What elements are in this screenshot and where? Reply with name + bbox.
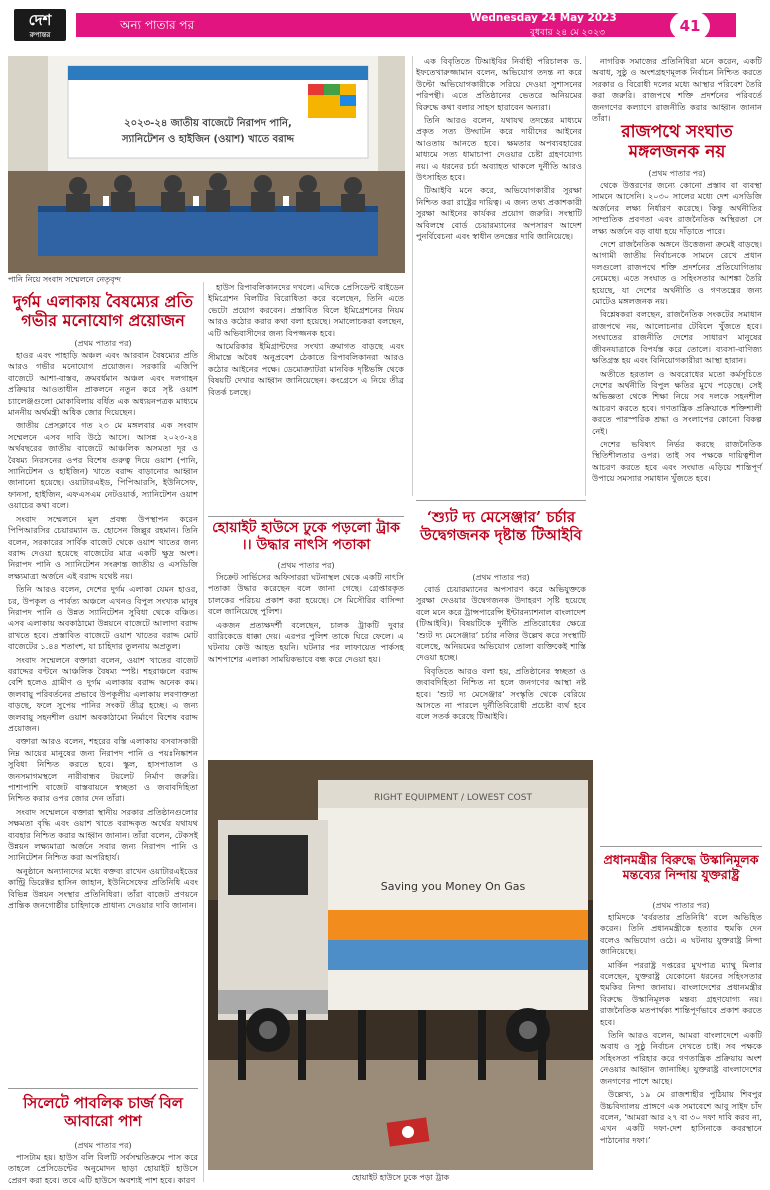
date-english: Wednesday 24 May 2023 [470, 12, 617, 24]
article3-body [208, 572, 404, 752]
photo2-caption: হোয়াইট হাউসে ঢুকে পড়া ট্রাক [351, 1173, 450, 1182]
article1-headline: দুর্গম এলাকায় বৈষম্যের প্রতি গভীর মনোযোগ প্রয়োজন [13, 292, 193, 331]
divider [8, 1088, 198, 1089]
page-number: 41 [670, 10, 710, 42]
press-conference-photo [8, 56, 405, 273]
article5-paragraph: বিশ্লেষকরা বলছেন, রাজনৈতিক সংকটের সমাধান রাজপথে নয়, আলোচনার টেবিলে খুঁজতে হবে। সংঘাতের রাজনীতি দেশের সাধারণ মানুষের জীবনযাত্রাকে বিপর্যস্ত করে তোলে। ব্যবসা-বাণিজ্য ক্ষতিগ্রস্ত হয় এবং বিনিয়োগকারীরা আস্থা হারান। [592, 309, 762, 366]
divider [600, 846, 762, 847]
banner-line-2: স্যানিটেশন ও হাইজিন (ওয়াশ) খাতে বরাদ্দ [121, 134, 295, 145]
newspaper-logo [14, 9, 66, 41]
article3-continued: (প্রথম পাতার পর) [277, 561, 335, 570]
article3-paragraph: একজন প্রত্যক্ষদর্শী বলেছেন, চালক ট্রাকটি দুবার ব্যারিকেডে ধাক্কা দেয়। এরপর পুলিশ তাকে ঘিরে ফেলে। এ ঘটনায় কেউ আহত হয়নি। ঘটনার পর লাফায়েত পার্কসহ আশপাশের এলাকা সাময়িকভাবে বন্ধ করে দেওয়া হয়। [208, 619, 404, 664]
article3-paragraph: আমেরিকার ইমিগ্রান্টদের সংখ্যা ক্রমাগত বাড়ছে এবং সীমান্তে অবৈধ অনুপ্রবেশ ঠেকাতে রিপাবলিকানরা আরও কঠোর আইনের পক্ষে। ডেমোক্র্যাটরা মানবিক দৃষ্টিভঙ্গি থেকে বিষয়টি দেখার আহ্বান জানিয়েছেন। কংগ্রেসে এ নিয়ে তীব্র বিতর্ক চলছে। [208, 341, 404, 397]
article2-headline: সিলেটে পাবলিক চার্জ বিল আবারো পাশ [23, 1094, 183, 1130]
column-divider [203, 282, 204, 1182]
article4-paragraph: এক বিবৃতিতে টিআইবির নির্বাহী পরিচালক ড. ইফতেখারুজ্জামান বলেন, অভিযোগ তদন্ত না করে উল্টো অভিযোগকারীকে সরিয়ে দেওয়া সুশাসনের পরিপন্থী। এতে প্রতিষ্ঠানের ভেতরে অনিয়মের বিরুদ্ধে কথা বলার সাহস হারাবেন অন্যরা। [416, 56, 582, 112]
truck-image [208, 760, 593, 1170]
article1-paragraph: তিনি আরও বলেন, দেশের দুর্গম এলাকা যেমন হাওর, চর, উপকূল ও পার্বত্য অঞ্চলে এখনও বিপুল সংখ্যক মানুষ নিরাপদ পানি ও উন্নত স্যানিটেশন সুবিধা থেকে বঞ্চিত। এসব এলাকায় অবকাঠামো উন্নয়নে বাজেটে আলাদা বরাদ্দ রাখতে হবে। প্রস্তাবিত বাজেটে ওয়াশ খাতের বরাদ্দ মোট বাজেটের ১.৪৪ শতাংশ, যা চাহিদার তুলনায় অপ্রতুল। [8, 584, 198, 652]
article4-paragraph: বিবৃতিতে আরও বলা হয়, প্রতিষ্ঠানের স্বচ্ছতা ও জবাবদিহিতা নিশ্চিত না হলে জনগণের আস্থা নষ্ট হবে। ‘শ্যুট দ্য মেসেঞ্জার’ সংস্কৃতি থেকে বেরিয়ে আসতে না পারলে দুর্নীতিবিরোধী প্রচেষ্টা ব্যর্থ হবে বলে সতর্ক করেছে টিআইবি। [416, 665, 586, 722]
article3-paragraph: সিক্রেট সার্ভিসের অফিসাররা ঘটনাস্থল থেকে একটি নাৎসি পতাকা উদ্ধার করেছেন বলে জানা গেছে। গ্রেপ্তারকৃত চালকের পরিচয় প্রকাশ করা হয়েছে। সে মিসৌরির বাসিন্দা বলে জানিয়েছে পুলিশ। [208, 572, 404, 617]
date-bangla: বুধবার ২৪ মে ২০২৩ [530, 28, 605, 38]
article1-continued: (প্রথম পাতার পর) [74, 339, 132, 348]
article1-body [8, 350, 198, 1085]
article1-paragraph: জাতীয় প্রেসক্লাবে গত ২৩ মে মঙ্গলবার এক সংবাদ সম্মেলনে এসব দাবি উঠে আসে। আসন্ন ২০২৩-২৪ অর্থবছরের জাতীয় বাজেটে আঞ্চলিক অসমতা দূর ও বৈষম্য নিরসনের ওপর বিশেষ গুরুত্ব দিয়ে ওয়াশ (পানি, স্যানিটেশন ও হাইজিন) খাতে বরাদ্দ বাড়ানোর আহ্বান জানানো হয়েছে। ওয়াটারএইড, পিপিআরসি, ইউনিসেফ, ফানসা, হাইজিন, এফএসএম নেটওয়ার্ক, স্যানিটেশন ওয়াশ ওয়াচের কথা বলে। [8, 420, 198, 511]
article6-paragraph: তিনি আরও বলেন, আমরা বাংলাদেশে একটি অবাধ ও সুষ্ঠু নির্বাচন দেখতে চাই। সব পক্ষকে সহিংসতা পরিহার করে গণতান্ত্রিক প্রক্রিয়ায় অংশ নেওয়ার আহ্বান জানাচ্ছি। যুক্তরাষ্ট্র বাংলাদেশের জনগণের পাশে আছে। [600, 1030, 762, 1086]
article5-body [592, 180, 762, 840]
article3-body-top [208, 282, 404, 510]
article4-headline: ‘শ্যুট দ্য মেসেঞ্জার’ চর্চার উদ্বেগজনক দৃষ্টান্ত টিআইবি [420, 508, 582, 544]
masthead [0, 0, 770, 50]
article4-paragraph: তিনি আরও বলেন, যথাযথ তদন্তের মাধ্যমে প্রকৃত সত্য উদ্ঘাটন করে দায়ীদের আইনের আওতায় আনতে হবে। ক্ষমতার অপব্যবহারের মাধ্যমে সত্য ধামাচাপা দেওয়ার চেষ্টা গ্রহণযোগ্য নয়। এ ধরনের চর্চা অব্যাহত থাকলে দুর্নীতি আরও উৎসাহিত হবে। [416, 115, 582, 183]
article5-headline: রাজপথে সংঘাত মঙ্গলজনক নয় [621, 122, 733, 163]
article4-paragraph: টিআইবি মনে করে, অভিযোগকারীর সুরক্ষা নিশ্চিত করা রাষ্ট্রের দায়িত্ব। এ জন্য তথ্য প্রকাশকারী সুরক্ষা আইনের কার্যকর প্রয়োগ জরুরি। সংস্থাটি অবিলম্বে বোর্ড চেয়ারম্যানের অপসারণ আদেশ পুনর্বিবেচনা এবং স্বাধীন তদন্তের দাবি জানিয়েছে। [416, 185, 582, 242]
logo-subtext: রুপান্তর [29, 31, 51, 39]
press-conference-image [8, 56, 405, 273]
photo1-caption: পানি নিয়ে সংবাদ সম্মেলনে নেতৃবৃন্দ [8, 275, 121, 284]
truck-text-2: Saving you Money On Gas [380, 880, 526, 893]
article2-continued: (প্রথম পাতার পর) [74, 1141, 132, 1150]
divider [416, 500, 586, 501]
article4-paragraph: বোর্ড চেয়ারম্যানের অপসারণ করে অভিযুক্তকে সুরক্ষা দেওয়ার উদ্বেগজনক উদাহরণ সৃষ্টি হয়েছে বলে মনে করে ট্রান্সপারেন্সি ইন্টারন্যাশনাল বাংলাদেশ (টিআইবি)। বিষয়টিকে দুর্নীতি প্রতিরোধের ক্ষেত্রে ‘শ্যুট দ্য মেসেঞ্জার’ চর্চার নজির উল্লেখ করে সংস্থাটি বলেছে, অনিয়মের অভিযোগ তোলা ব্যক্তিকেই শাস্তি দেওয়া হচ্ছে। [416, 584, 586, 663]
article5-paragraph: অতীতে হরতাল ও অবরোধের মতো কর্মসূচিতে দেশের অর্থনীতি বিপুল ক্ষতির মুখে পড়েছে। সেই অভিজ্ঞতা থেকে শিক্ষা নিয়ে সব দলকে সহনশীল আচরণ করতে হবে। গণতান্ত্রিক প্রক্রিয়াকে শক্তিশালী করতে পারস্পরিক শ্রদ্ধা ও সংলাপের কোনো বিকল্প নেই। [592, 368, 762, 436]
logo-text: দেশ [28, 11, 52, 29]
section-label: অন্য পাতার পর [120, 18, 195, 32]
article6-body [600, 912, 762, 1182]
article1-paragraph: সংবাদ সম্মেলনে মূল প্রবন্ধ উপস্থাপন করেন পিপিআরসির চেয়ারম্যান ড. হোসেন জিল্লুর রহমান। তিনি বলেন, সরকারের সার্বিক বাজেট থেকে ওয়াশ খাতের জন্য বরাদ্দ দেওয়া হয়েছে বাজেটের মাত্র একটি ক্ষুদ্র অংশ। নিরাপদ পানি ও স্যানিটেশন সংক্রান্ত জাতীয় ও এসডিজি লক্ষ্যমাত্রা অর্জনে এই বরাদ্দ যথেষ্ট নয়। [8, 513, 198, 581]
article6-continued: (প্রথম পাতার পর) [652, 901, 710, 910]
article1-paragraph: সংবাদ সম্মেলনে বক্তারা স্থানীয় সরকার প্রতিষ্ঠানগুলোর সক্ষমতা বৃদ্ধি এবং ওয়াশ খাতে বরাদ্দকৃত অর্থের যথাযথ ব্যবহার নিশ্চিত করার আহ্বান জানান। তাঁরা বলেন, টেকসই উন্নয়ন লক্ষ্যমাত্রা অর্জনে সবার জন্য নিরাপদ পানি ও স্যানিটেশন নিশ্চিত করা অপরিহার্য। [8, 806, 198, 863]
article5-paragraph: নাগরিক সমাজের প্রতিনিধিরা মনে করেন, একটি অবাধ, সুষ্ঠু ও অংশগ্রহণমূলক নির্বাচন নিশ্চিত করতে সরকার ও বিরোধী দলের মধ্যে আস্থার পরিবেশ তৈরি করা জরুরি। রাজপথে শক্তি প্রদর্শনের পরিবর্তে জনগণের কল্যাণে রাজনীতি করার আহ্বান জানান তাঁরা। [592, 56, 762, 124]
article1-paragraph: সংবাদ সম্মেলনে বক্তারা বলেন, ওয়াশ খাতের বাজেট বরাদ্দের বণ্টনে আঞ্চলিক বৈষম্য স্পষ্ট। শহরাঞ্চলে বরাদ্দ বেশি হলেও গ্রামীণ ও দুর্গম এলাকায় বরাদ্দ অনেক কম। জলবায়ু পরিবর্তনের প্রভাবে উপকূলীয় এলাকায় লবণাক্ততা বাড়ছে, ফলে সুপেয় পানির সংকট তীব্র হচ্ছে। এ জন্য জলবায়ু সহনশীল ওয়াশ অবকাঠামো নির্মাণে বিশেষ বরাদ্দ প্রয়োজন। [8, 654, 198, 733]
article6-paragraph: মার্কিন পররাষ্ট্র দপ্তরের মুখপাত্র ম্যাথু মিলার বলেছেন, যুক্তরাষ্ট্র যেকোনো ধরনের সহিংসতার হুমকির নিন্দা জানায়। বাংলাদেশের প্রধানমন্ত্রীর বিরুদ্ধে উস্কানিমূলক মন্তব্য গ্রহণযোগ্য নয়। রাজনৈতিক মতপার্থক্য শান্তিপূর্ণভাবে প্রকাশ করতে হবে। [600, 959, 762, 1027]
article6-headline: প্রধানমন্ত্রীর বিরুদ্ধে উস্কানিমূলক মন্তব্যের নিন্দায় যুক্তরাষ্ট্র [603, 852, 759, 882]
article5-paragraph: থেকে উত্তরণের জন্যে কোনো প্রস্তাব বা ব্যবস্থা সামনে আসেনি। ২০৩০ সালের মধ্যে দেশ এসডিজি অর্জনের লক্ষ্য নির্ধারণ করেছে। কিন্তু অর্থনীতির সাম্প্রতিক প্রবণতা এবং রাজনৈতিক অস্থিরতা সে লক্ষ্য অর্জনে বড় বাধা হয়ে দাঁড়াতে পারে। [592, 180, 762, 236]
column-divider [585, 56, 586, 496]
article1-paragraph: হাওর এবং পাহাড়ি অঞ্চল এবং আরবান বৈষম্যের প্রতি আরও গভীর মনোযোগ প্রয়োজন। সরকারি এজিপি বাজেটে আশা-বাস্তব, ক্রমবর্ধমান অঞ্চল এবং দলগাহন প্রক্রিয়ার আওতাধীন প্রাকলনে নতুন করে সৃষ্ট ওয়াশ চ্যালেঞ্জগুলো মোকাবিলায় বর্ধিত এক অধ্যয়নপত্রক মাধ্যমে মাননীয় অর্থমন্ত্রী অধিক জোর দিয়েছেন। [8, 350, 198, 418]
article2-body [8, 1152, 198, 1186]
article4-continued: (প্রথম পাতার পর) [472, 573, 530, 582]
article5-body-top [592, 56, 762, 124]
article5-paragraph: দেশের ভবিষ্যৎ নির্ভর করছে রাজনৈতিক স্থিতিশীলতার ওপর। তাই সব পক্ষকে দায়িত্বশীল আচরণ করতে হবে এবং সংঘাত এড়িয়ে শান্তিপূর্ণ উপায়ে সমস্যার সমাধান খুঁজতে হবে। [592, 438, 762, 484]
column-divider [412, 56, 413, 496]
divider [208, 516, 404, 517]
truck-text-1: RIGHT EQUIPMENT / LOWEST COST [374, 793, 532, 803]
article4-intro [416, 56, 582, 496]
article6-paragraph: উল্লেখ্য, ১৯ মে রাজশাহীর পুঠিয়ায় শিবপুর উচ্চবিদ্যালয় প্রাঙ্গণে এক সমাবেশে আবু সাইদ চাঁদ বলেন, ‘আমরা আর ২৭ বা ৩০ দফা দাবি করব না, এখন একটি দফা-দেশ হাসিনাকে কবরস্থানে পাঠানোর দফা।’ [600, 1089, 762, 1145]
article1-paragraph: অনুষ্ঠানে অন্যান্যদের মধ্যে বক্তব্য রাখেন ওয়াটারএইডের কান্ট্রি ডিরেক্টর হাসিন জাহান, ইউনিসেফের প্রতিনিধি এবং বিভিন্ন উন্নয়ন সংস্থার প্রতিনিধিরা। তাঁরা বাজেট প্রণয়নে প্রান্তিক জনগোষ্ঠীর চাহিদাকে প্রাধান্য দেওয়ার দাবি জানান। [8, 865, 198, 911]
article5-continued: (প্রথম পাতার পর) [648, 169, 706, 178]
article3-paragraph: হাউস রিপাবলিকানদের দখলে। এদিকে প্রেসিডেন্ট বাইডেন ইমিগ্রেশন বিলটির বিরোধিতা করে বলেছেন, তিনি এতে ভেটো প্রয়োগ করবেন। প্রস্তাবিত বিলে ইমিগ্রেশনের নিয়ম আরও কঠোর করার কথা বলা হয়েছে। সমালোচকরা বলছেন, এটি অভিবাসীদের জন্য বিপজ্জনক হবে। [208, 282, 404, 338]
article6-paragraph: হামিদকে ‘বর্বরতার প্রতিনিধি’ বলে অভিহিত করেন। তিনি প্রধানমন্ত্রীকে হত্যার হুমকি দেন বলেও অভিযোগ ওঠে। এ ঘটনায় যুক্তরাষ্ট্র নিন্দা জানিয়েছে। [600, 912, 762, 957]
article1-paragraph: বক্তারা আরও বলেন, শহরের বস্তি এলাকায় বসবাসকারী নিম্ন আয়ের মানুষের জন্য নিরাপদ পানি ও পয়ঃনিষ্কাশন সুবিধা নিশ্চিত করতে হবে। স্কুল, হাসপাতাল ও জনসমাগমস্থলে নারীবান্ধব টয়লেট নির্মাণ জরুরি। পাশাপাশি বাজেট বাস্তবায়নে স্বচ্ছতা ও জবাবদিহিতা নিশ্চিত করার ওপর জোর দেন তাঁরা। [8, 736, 198, 804]
article3-headline: হোয়াইট হাউসে ঢুকে পড়লো ট্রাক ।। উদ্ধার নাৎসি পতাকা [212, 520, 400, 553]
article2-paragraph: পাসটাম হয়। হাউস বলি বিলটি সর্বসম্মতিক্রমে পাস করে তাহলে প্রেসিডেন্টের অনুমোদন ছাড়া হোয়াইট হাউসে প্রেরণ করা হবে। তবে এটি হাউসে অবশ্যই পাশ হবে। কারণ [8, 1152, 198, 1185]
banner-line-1: ২০২৩-২৪ জাতীয় বাজেটে নিরাপদ পানি, [124, 118, 292, 129]
truck-photo [208, 760, 593, 1170]
article5-paragraph: দেশে রাজনৈতিক অঙ্গনে উত্তেজনা ক্রমেই বাড়ছে। আগামী জাতীয় নির্বাচনকে সামনে রেখে প্রধান দলগুলো রাজপথে শক্তি প্রদর্শনের প্রতিযোগিতায় নেমেছে। এতে সংঘাত ও সহিংসতার আশঙ্কা তৈরি হয়েছে, যা দেশের অর্থনীতি ও গণতন্ত্রের জন্য মোটেও মঙ্গলজনক নয়। [592, 239, 762, 307]
